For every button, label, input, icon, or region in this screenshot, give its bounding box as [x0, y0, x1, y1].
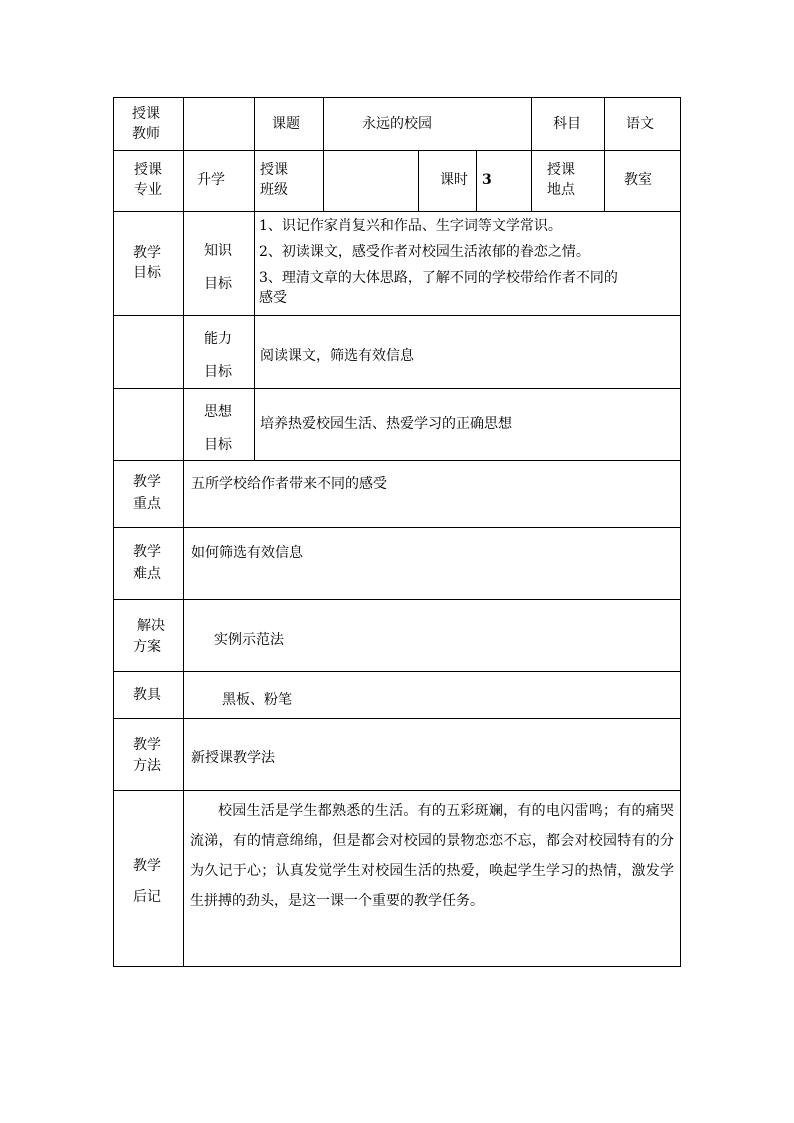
solution-label: 方案 — [133, 639, 161, 655]
row-divider — [113, 388, 681, 389]
row-divider — [113, 315, 681, 316]
method-label: 方法 — [133, 758, 161, 774]
table-border-bottom — [113, 966, 681, 967]
objectives-label: 教学 — [133, 245, 161, 261]
row-divider — [113, 671, 681, 672]
row-divider — [113, 790, 681, 791]
thought-label: 思想 — [204, 404, 232, 420]
table-border-top — [113, 97, 681, 98]
knowledge-label: 目标 — [204, 276, 232, 292]
class-label: 班级 — [260, 182, 288, 198]
tools-text: 黑板、粉笔 — [222, 692, 292, 708]
objectives-label: 目标 — [133, 265, 161, 281]
key-points-text: 五所学校给作者带来不同的感受 — [191, 476, 387, 492]
column-divider — [531, 97, 532, 211]
knowledge-label: 知识 — [204, 243, 232, 259]
column-divider — [418, 150, 419, 211]
subject-label: 科目 — [553, 116, 581, 132]
reflection-text: 校园生活是学生都熟悉的生活。有的五彩斑斓，有的电闪雷鸣；有的痛哭流涕，有的情意绵绵，但是都会对校园的景物恋恋不忘，都会对校园特有的分为久记于心；认真发觉学生对校园生活的热爱，唤起学生学习的热情，激发学生拼搏的劲头，是这一课一个重要的教学任务。 — [190, 803, 674, 909]
class-label: 授课 — [260, 162, 288, 178]
ability-label: 能力 — [204, 331, 232, 347]
row-divider — [113, 150, 681, 151]
difficulties-label: 教学 — [133, 544, 161, 560]
column-divider — [254, 97, 255, 460]
difficulties-text: 如何筛选有效信息 — [191, 545, 303, 561]
hours-label: 课时 — [440, 172, 468, 188]
knowledge-item: 2、初读课文，感受作者对校园生活浓郁的眷恋之情。 — [259, 244, 590, 260]
solution-label: 解决 — [137, 618, 165, 634]
teacher-label: 教师 — [132, 126, 160, 142]
row-divider — [113, 718, 681, 719]
knowledge-item: 3、理清文章的大体思路，了解不同的学校带给作者不同的 — [259, 270, 618, 286]
tools-label: 教具 — [133, 687, 161, 703]
major-label: 授课 — [134, 162, 162, 178]
knowledge-item: 1、识记作家肖复兴和作品、生字词等文学常识。 — [259, 218, 562, 234]
topic-label: 课题 — [272, 116, 300, 132]
table-border-left — [113, 97, 114, 967]
column-divider — [476, 150, 477, 211]
major-label: 专业 — [134, 182, 162, 198]
method-text: 新授课教学法 — [191, 750, 275, 766]
column-divider — [323, 97, 324, 211]
key-points-label: 教学 — [133, 474, 161, 490]
ability-text: 阅读课文，筛选有效信息 — [260, 348, 414, 364]
thought-label: 目标 — [204, 437, 232, 453]
table-border-right — [680, 97, 681, 967]
column-divider — [183, 97, 184, 967]
place-value: 教室 — [624, 172, 652, 188]
subject-value: 语文 — [626, 116, 654, 132]
solution-text: 实例示范法 — [214, 632, 284, 648]
row-divider — [113, 211, 681, 212]
reflection-label: 教学 — [133, 858, 161, 874]
key-points-label: 重点 — [133, 496, 161, 512]
topic-value: 永远的校园 — [362, 116, 432, 132]
teacher-label: 授课 — [132, 106, 160, 122]
major-value: 升学 — [197, 172, 225, 188]
row-divider — [113, 599, 681, 600]
row-divider — [113, 527, 681, 528]
ability-label: 目标 — [204, 364, 232, 380]
column-divider — [604, 97, 605, 211]
method-label: 教学 — [133, 737, 161, 753]
hours-value: 3 — [482, 172, 492, 188]
reflection-label: 后记 — [133, 889, 161, 905]
row-divider — [113, 460, 681, 461]
knowledge-item: 感受 — [259, 290, 287, 306]
place-label: 地点 — [547, 182, 575, 198]
thought-text: 培养热爱校园生活、热爱学习的正确思想 — [260, 416, 512, 432]
difficulties-label: 难点 — [133, 566, 161, 582]
place-label: 授课 — [547, 162, 575, 178]
